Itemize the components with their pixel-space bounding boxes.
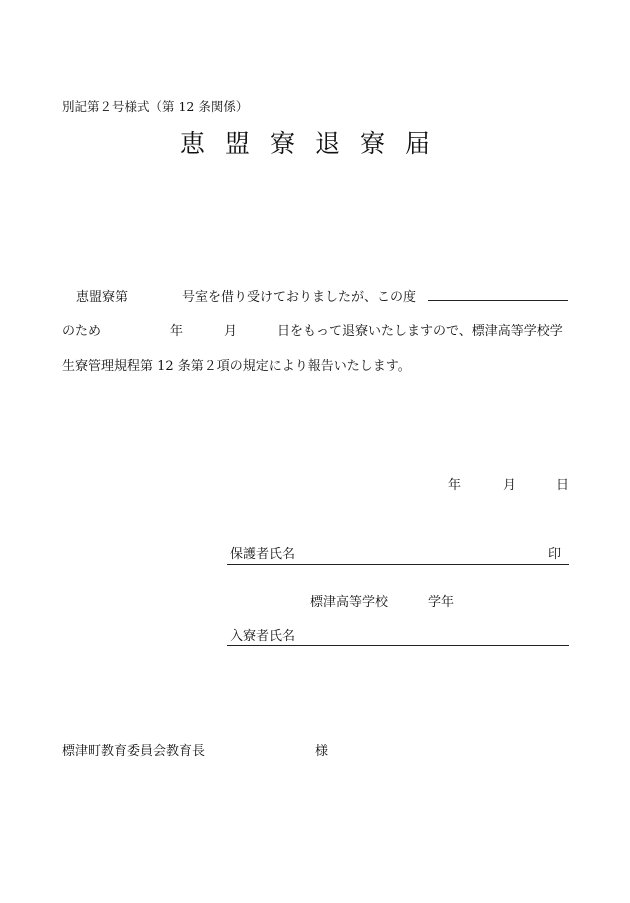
resident-signature-line [227,645,569,646]
date-month-label: 月 [503,478,517,493]
seal-mark: 印 [548,547,562,562]
resident-name-label: 入寮者氏名 [230,629,296,644]
addressee-honorific: 様 [315,744,329,759]
document-title: 恵盟寮退寮届 [180,129,451,158]
date-year-label: 年 [448,478,462,493]
leave-year-label: 年 [170,324,184,339]
leave-month-label: 月 [224,324,238,339]
reason-blank-line [428,300,568,301]
leave-day-text: 日をもって退寮いたしますので、標津高等学校学 [277,324,563,339]
guardian-name-label: 保護者氏名 [230,547,296,562]
room-suffix-text: 号室を借り受けておりましたが、この度 [182,290,417,305]
addressee-name: 標津町教育委員会教育長 [62,744,206,759]
form-note: 別記第２号様式（第 12 条関係） [62,99,249,114]
date-day-label: 日 [556,478,570,493]
guardian-signature-line [227,564,569,565]
reason-suffix-text: のため [62,324,102,339]
regulation-text: 生寮管理規程第 12 条第２項の規定により報告いたします。 [62,359,411,374]
school-name: 標津高等学校 [310,595,389,610]
grade-label: 学年 [428,595,455,610]
room-prefix-text: 恵盟寮第 [76,290,129,305]
